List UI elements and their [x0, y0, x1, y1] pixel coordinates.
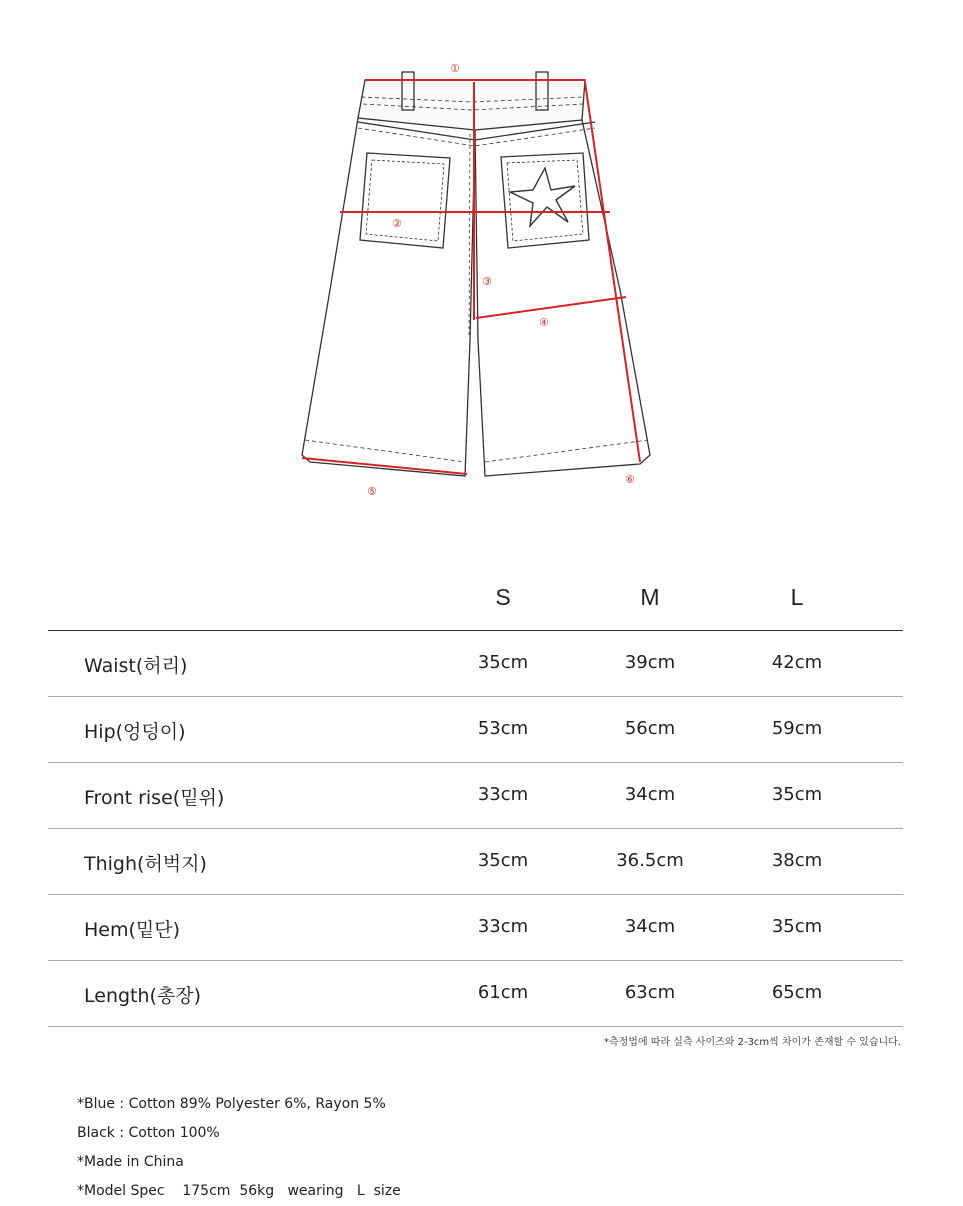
cell-m: 39cm [624, 652, 676, 673]
product-info [77, 1090, 401, 1206]
size-header-s: S [495, 584, 511, 610]
origin: *Made in China [77, 1154, 184, 1170]
cell-m: 34cm [624, 916, 676, 937]
model-spec: *Model Spec 175cm 56kg wearing L size [77, 1183, 401, 1199]
cell-l: 42cm [771, 652, 823, 673]
row-label: Thigh(허벅지) [84, 853, 207, 875]
table-row-waist [48, 631, 903, 697]
cell-m: 36.5cm [616, 850, 684, 871]
shorts-measurement-diagram [0, 0, 963, 520]
marker-3: ③ [482, 275, 492, 288]
cell-s: 61cm [477, 982, 529, 1003]
size-table [48, 570, 903, 1027]
row-label: Front rise(밑위) [84, 787, 225, 809]
table-row-hem [48, 895, 903, 961]
cell-l: 38cm [771, 850, 823, 871]
table-row-hip [48, 697, 903, 763]
size-header-m: M [640, 584, 660, 610]
size-header-l: L [790, 584, 804, 610]
cell-s: 35cm [477, 850, 529, 871]
cell-m: 34cm [624, 784, 676, 805]
cell-s: 35cm [477, 652, 529, 673]
marker-2: ② [392, 217, 402, 230]
cell-l: 65cm [771, 982, 823, 1003]
cell-l: 35cm [771, 784, 823, 805]
marker-1: ① [450, 62, 460, 75]
row-label: Waist(허리) [84, 655, 188, 677]
table-row-thigh [48, 829, 903, 895]
row-label: Hem(밑단) [84, 919, 181, 941]
shorts-outline [302, 72, 650, 476]
cell-l: 59cm [771, 718, 823, 739]
table-row-length [48, 961, 903, 1027]
cell-s: 33cm [477, 916, 529, 937]
cell-s: 53cm [477, 718, 529, 739]
composition-blue: *Blue : Cotton 89% Polyester 6%, Rayon 5% [77, 1096, 386, 1112]
composition-black: Black : Cotton 100% [77, 1125, 220, 1141]
measurement-note: *측정법에 따라 실측 사이즈와 2-3cm씩 차이가 존재할 수 있습니다. [603, 1037, 901, 1048]
size-header-row [48, 570, 903, 631]
cell-m: 56cm [624, 718, 676, 739]
cell-m: 63cm [624, 982, 676, 1003]
cell-s: 33cm [477, 784, 529, 805]
row-label: Length(총장) [84, 985, 202, 1007]
cell-l: 35cm [771, 916, 823, 937]
row-label: Hip(엉덩이) [84, 721, 186, 743]
marker-6: ⑥ [625, 473, 635, 486]
table-row-front-rise [48, 763, 903, 829]
marker-4: ④ [539, 316, 549, 329]
marker-5: ⑤ [367, 485, 377, 498]
